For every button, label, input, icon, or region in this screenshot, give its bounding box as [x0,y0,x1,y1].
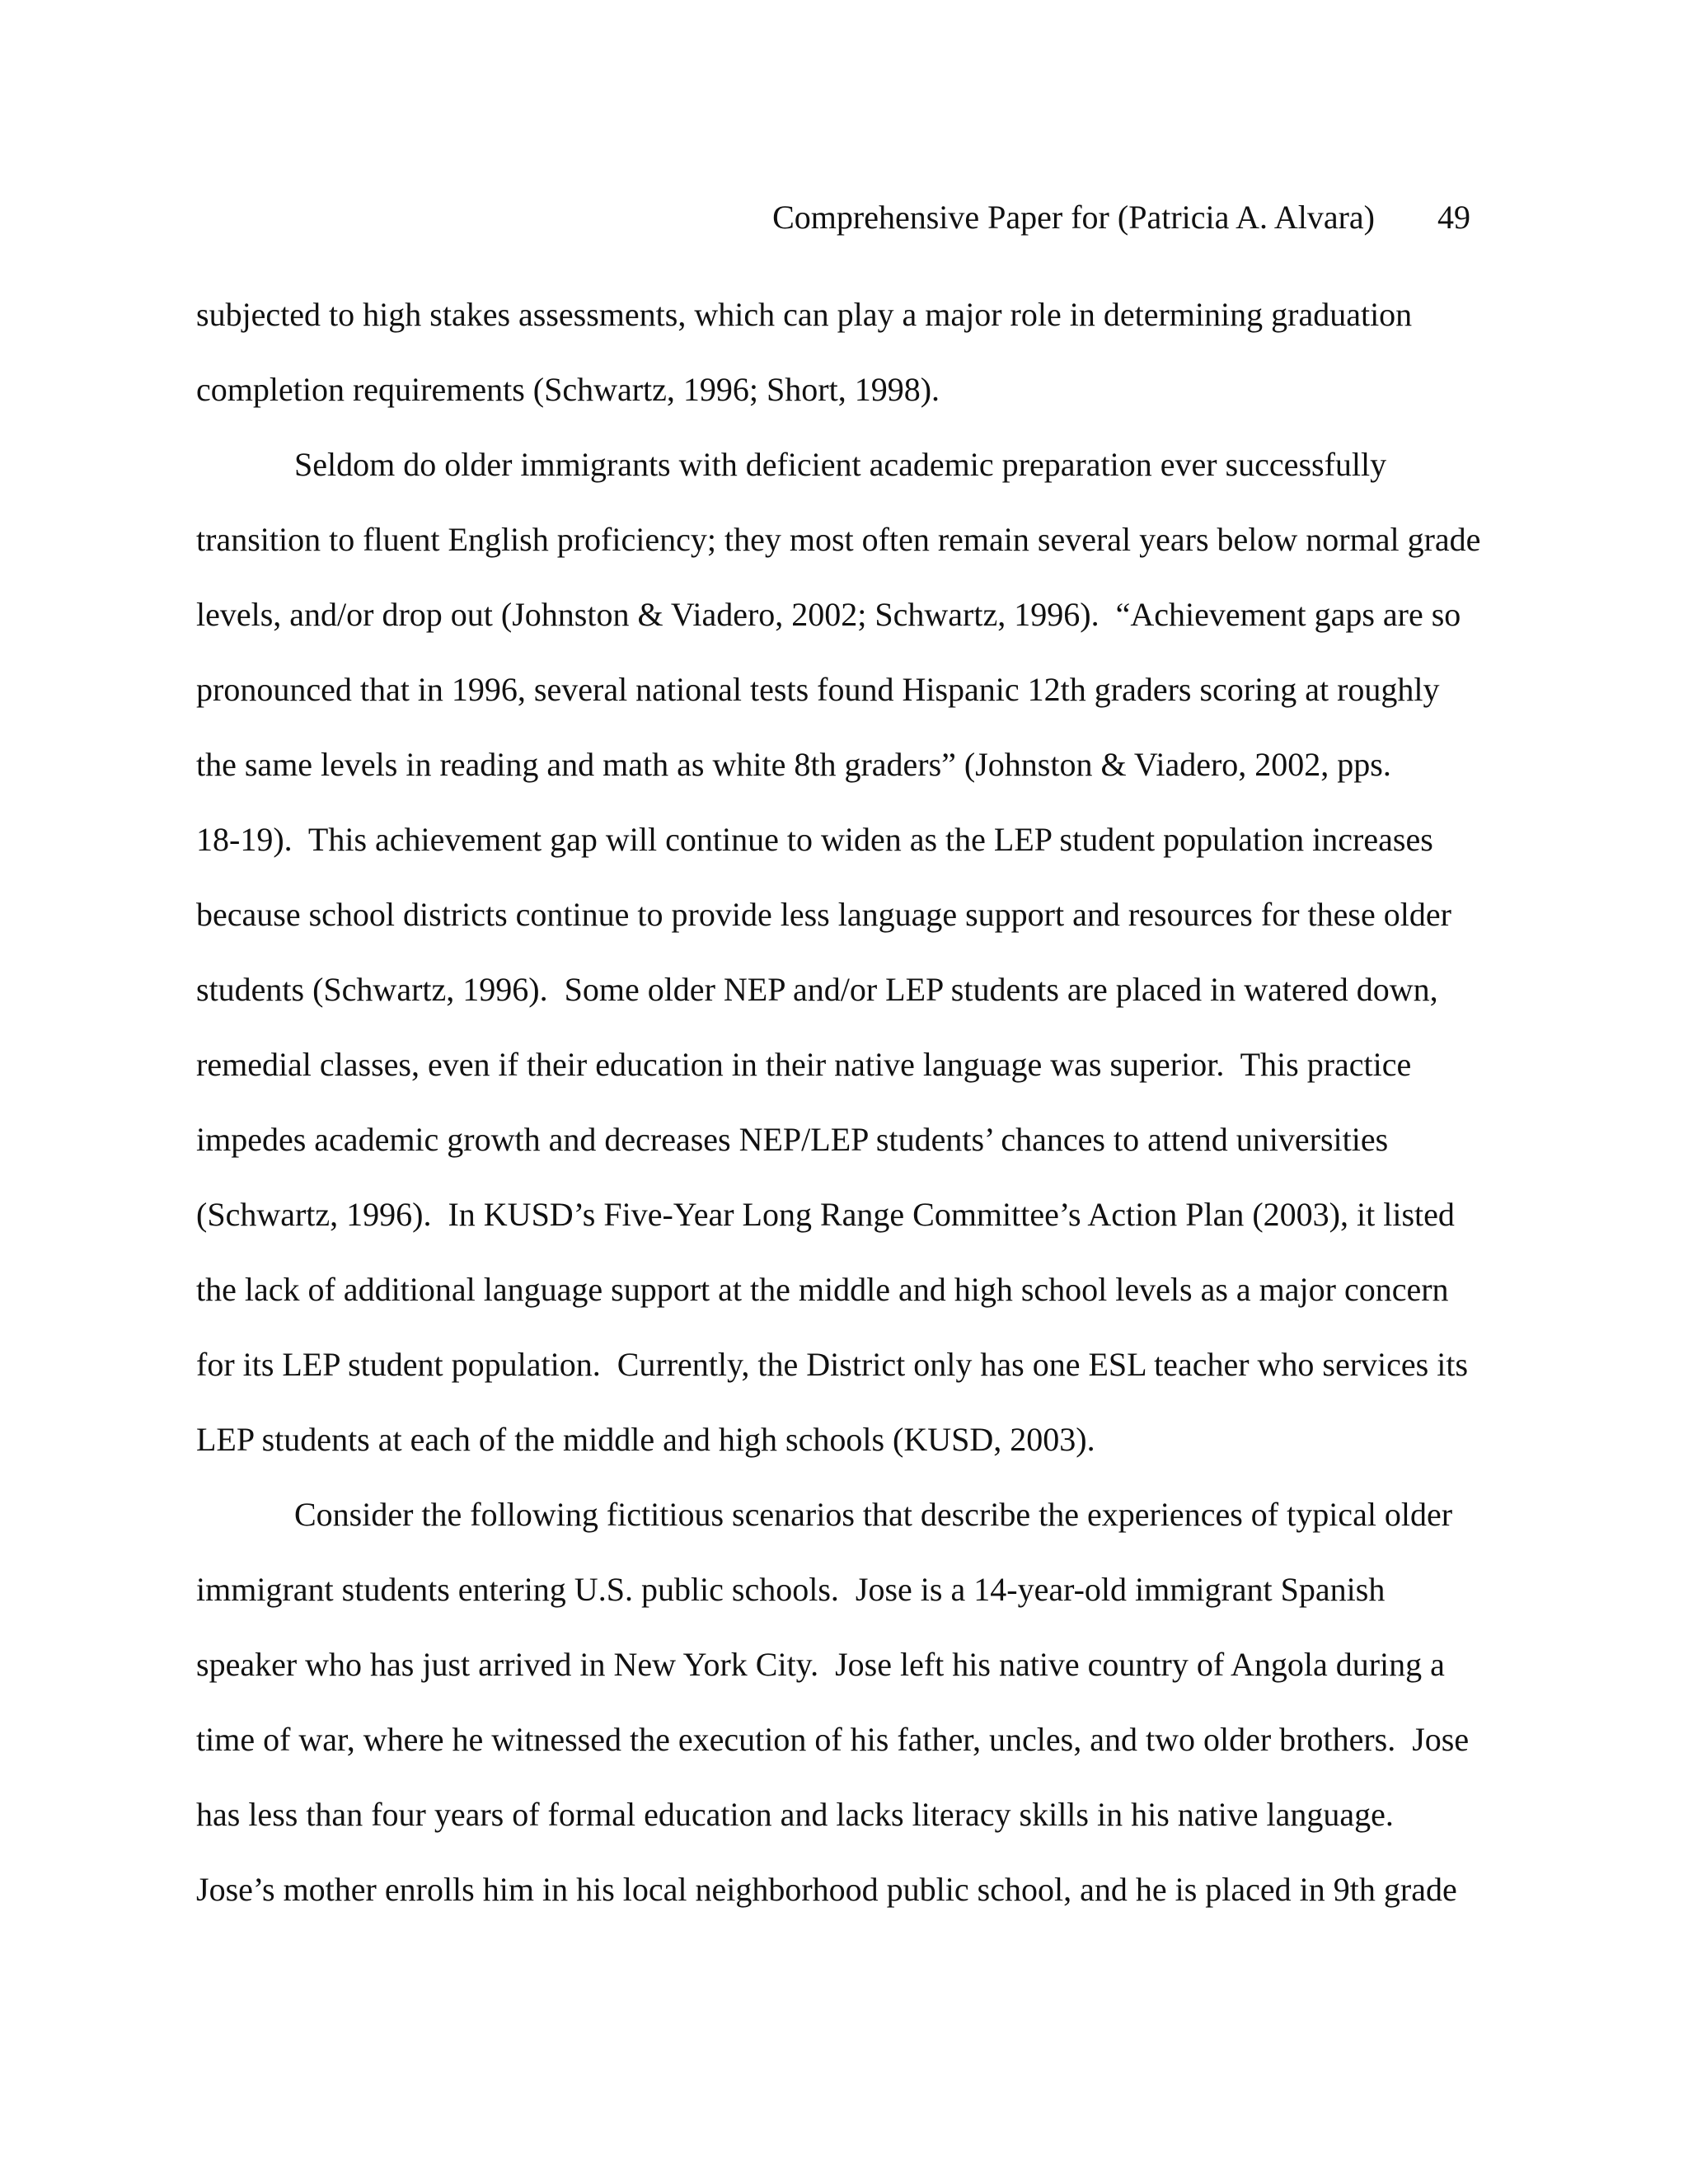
text-line: immigrant students entering U.S. public schools. Jose is a 14-year-old immigrant Spanish [196,1571,1386,1608]
page-number: 49 [1437,199,1470,236]
text-line: speaker who has just arrived in New York City. Jose left his native country of Angola during a [196,1646,1445,1683]
text-line: pronounced that in 1996, several national tests found Hispanic 12th graders scoring at roughly [196,671,1440,708]
text-line: the lack of additional language support at the middle and high school levels as a major concern [196,1271,1449,1308]
text-line: has less than four years of formal education and lacks literacy skills in his native language. [196,1796,1394,1833]
running-head [0,194,1470,241]
text-line: the same levels in reading and math as white 8th graders” (Johnston & Viadero, 2002, pps. [196,746,1391,783]
text-line: because school districts continue to provide less language support and resources for these older [196,896,1451,933]
text-line: impedes academic growth and decreases NEP/LEP students’ chances to attend universities [196,1121,1389,1158]
text-line: students (Schwartz, 1996). Some older NEP and/or LEP students are placed in watered down, [196,971,1438,1008]
text-line: remedial classes, even if their education in their native language was superior. This practice [196,1046,1412,1083]
running-head-title: Comprehensive Paper for (Patricia A. Alvara) [772,199,1375,236]
text-line: LEP students at each of the middle and high schools (KUSD, 2003). [196,1421,1095,1458]
text-line: (Schwartz, 1996). In KUSD’s Five-Year Long Range Committee’s Action Plan (2003), it listed [196,1196,1455,1233]
text-line: time of war, where he witnessed the execution of his father, uncles, and two older brothers. Jose [196,1721,1470,1758]
paragraph-first-line: Consider the following fictitious scenarios that describe the experiences of typical older [294,1496,1453,1533]
text-line: completion requirements (Schwartz, 1996; Short, 1998). [196,371,940,408]
text-line: Jose’s mother enrolls him in his local neighborhood public school, and he is placed in 9th grade [196,1871,1457,1908]
text-line: transition to fluent English proficiency; they most often remain several years below normal grade [196,521,1481,558]
text-line: subjected to high stakes assessments, which can play a major role in determining graduation [196,296,1413,333]
paragraph-first-line: Seldom do older immigrants with deficient academic preparation ever successfully [294,446,1387,483]
text-line: for its LEP student population. Currently, the District only has one ESL teacher who services its [196,1346,1469,1383]
text-line: 18-19). This achievement gap will continue to widen as the LEP student population increases [196,821,1433,858]
text-line: levels, and/or drop out (Johnston & Viadero, 2002; Schwartz, 1996). “Achievement gaps are so [196,596,1461,633]
